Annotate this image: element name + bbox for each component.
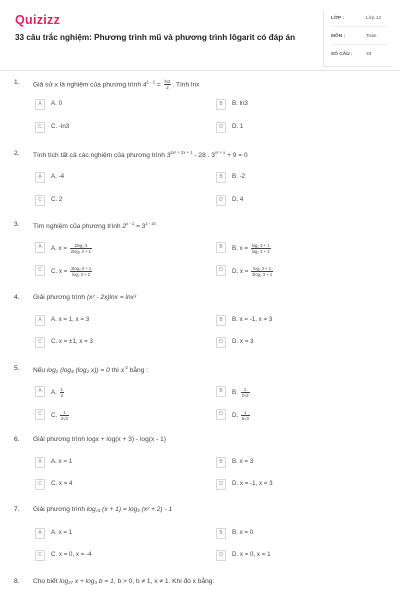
option-text: B. $\frac{1}{2√2}$ [232, 387, 249, 398]
option-text: C. x = ±1, x = 3 [51, 338, 93, 345]
option-letter-box: A [35, 242, 45, 253]
option-letter-box: C [35, 479, 45, 490]
option-text: C. -ln3 [51, 123, 70, 130]
option-text: C. x = 4 [51, 480, 73, 487]
meta-key: LỚP : [331, 16, 345, 21]
option-letter-box: C [35, 122, 45, 133]
question-number: 5. [14, 365, 20, 372]
option-text: A. x = 1 [51, 458, 73, 465]
question-text: Tính tích tất cả các nghiệm của phương trình $3^{2x^2 + 2x + 1} - 28$ . $3^{x^2 + x} + 9 = 0$ [33, 150, 248, 159]
meta-value: Toán [366, 34, 377, 39]
option-letter-box: D [216, 337, 226, 348]
option-letter-box: D [216, 479, 226, 490]
option-text: D. 4 [232, 196, 244, 203]
option-letter-box: C [35, 550, 45, 561]
option-letter-box: C [35, 195, 45, 206]
option-text: D. $\frac{1}{6√3}$ [232, 410, 249, 421]
option-letter-box: C [35, 265, 45, 276]
meta-key: MÔN : [331, 34, 346, 39]
option-text: B. x = -1, x = 3 [232, 316, 273, 323]
option-text: A. x = $\frac{\text{2log₂ 3}}{\text{2log₂ 3 + 1}}$ [51, 243, 91, 254]
option-letter-box: B [216, 99, 226, 110]
option-text: B. x = 0 [232, 529, 254, 536]
option-text: D. x = 3 [232, 338, 254, 345]
option-text: A. -4 [51, 173, 65, 180]
question-text: Cho biết log₂₇ x + log₃ b = 1, b > 0, b ≠ 1, x ≠ 1. Khi đó x bằng: [33, 578, 215, 585]
fraction: $\frac{1}{3√3}$ [60, 410, 68, 421]
option-text: D. x = -1, x = 3 [232, 480, 273, 487]
fraction: $\frac{1}{6√3}$ [241, 410, 249, 421]
question-number: 3. [14, 221, 20, 228]
option-text: A. x = 1 [51, 529, 73, 536]
option-letter-box: A [35, 315, 45, 326]
meta-row-count [331, 47, 387, 63]
option-text: D. 1 [232, 123, 244, 130]
quizizz-logo: Quizizz [15, 13, 61, 27]
question-number: 7. [14, 506, 20, 513]
option-letter-box: D [216, 409, 226, 420]
meta-row-subject [331, 29, 387, 45]
option-text: A. 0 [51, 100, 63, 107]
option-text: D. x = 0, x = 1 [232, 551, 271, 558]
question-number: 4. [14, 294, 20, 301]
option-letter-box: B [216, 528, 226, 539]
fraction: $\frac{\text{log₂ 3 + 1}}{\text{2log₂ 3 + 1}}$ [252, 266, 273, 277]
option-letter-box: B [216, 242, 226, 253]
option-letter-box: B [216, 386, 226, 397]
option-text: B. x = 3 [232, 458, 254, 465]
header-divider [0, 70, 400, 71]
question-text: Giải phương trình (x² - 2x)lnx = lnx³ [33, 294, 137, 301]
option-letter-box: D [216, 550, 226, 561]
option-letter-box: A [35, 386, 45, 397]
fraction: $\frac{1}{2√2}$ [241, 387, 249, 398]
meta-value: 33 [366, 52, 372, 57]
worksheet-header [0, 0, 400, 66]
question-text: Tìm nghiệm của phương trình $2^{x - 1} = 3^{1 - 2x}$ [33, 221, 156, 230]
question-text: Nếu log₂ (log₄ (log₂ x)) = 0 thì $x^{-2}$ bằng : [33, 365, 149, 374]
worksheet-meta-table [323, 11, 391, 67]
option-text: B. ln3 [232, 100, 248, 107]
option-letter-box: B [216, 457, 226, 468]
meta-key: SỐ CÂU : [331, 52, 353, 57]
question-number: 1. [14, 79, 20, 86]
fraction: $\frac{\text{log₂ 3 + 1}}{\text{log₂ 3 + 2}}$ [251, 243, 270, 254]
option-letter-box: C [35, 409, 45, 420]
option-letter-box: D [216, 265, 226, 276]
option-letter-box: A [35, 528, 45, 539]
option-letter-box: D [216, 122, 226, 133]
question-number: 2. [14, 150, 20, 157]
option-letter-box: B [216, 315, 226, 326]
fraction: $\frac{\text{2log₂ 3 + 1}}{\text{log₂ 3 + 2}}$ [71, 266, 92, 277]
fraction: $\frac{1}{3}$ [60, 387, 63, 398]
meta-value: Lớp 12 [366, 16, 382, 21]
option-text: A. $\frac{1}{3}$ [51, 387, 63, 398]
option-text: B. x = $\frac{\text{log₂ 3 + 1}}{\text{log₂ 3 + 2}}$ [232, 243, 270, 254]
option-letter-box: A [35, 99, 45, 110]
option-letter-box: C [35, 337, 45, 348]
question-number: 8. [14, 578, 20, 585]
fraction: $\frac{\text{2log₂ 3}}{\text{2log₂ 3 + 1}}$ [70, 243, 91, 254]
meta-row-class [331, 11, 387, 27]
option-text: C. 2 [51, 196, 63, 203]
option-letter-box: B [216, 172, 226, 183]
option-text: C. $\frac{1}{3√3}$ [51, 410, 68, 421]
option-text: C. x = 0, x = -4 [51, 551, 92, 558]
option-text: B. -2 [232, 173, 246, 180]
option-letter-box: A [35, 172, 45, 183]
option-text: A. x = 1, x = 3 [51, 316, 90, 323]
option-text: C. x = $\frac{\text{2log₂ 3 + 1}}{\text{log₂ 3 + 2}}$ [51, 266, 92, 277]
option-letter-box: A [35, 457, 45, 468]
option-letter-box: D [216, 195, 226, 206]
question-text: Giải phương trình logx + log(x + 3) - log(x - 1) [33, 436, 166, 443]
question-text: Giả sử x là nghiệm của phương trình 4$^{1 - 2}$ = $\frac{\ln 2}{2}$ . Tính lnx [33, 79, 200, 90]
fraction: $\frac{\ln 2}{2}$ [164, 79, 171, 90]
question-text: Giải phương trình $\log_{√3} (x + 1) = \log_3 (x^2 + 2) - 1$ [33, 506, 173, 513]
option-text: D. x = $\frac{\text{log₂ 3 + 1}}{\text{2log₂ 3 + 1}}$ [232, 266, 273, 277]
worksheet-title: 33 câu trắc nghiệm: Phương trình mũ và phương trình lôgarit có đáp án [15, 33, 296, 42]
question-number: 6. [14, 436, 20, 443]
